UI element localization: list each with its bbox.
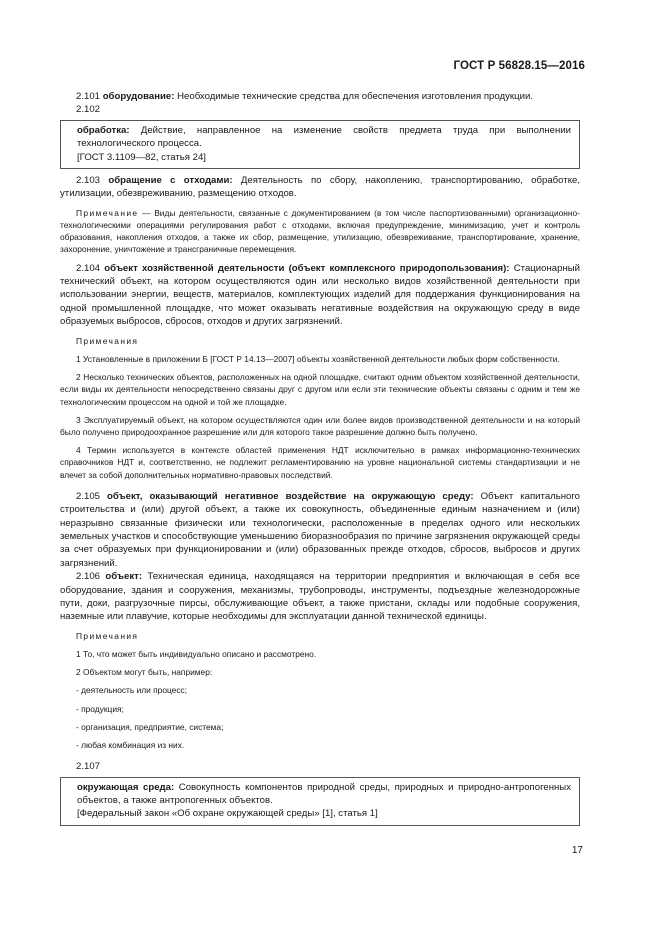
term-box-2-107 bbox=[60, 777, 580, 826]
term-title: объект: bbox=[105, 571, 143, 583]
term-number: 2.105 bbox=[76, 490, 101, 502]
term-note bbox=[60, 207, 580, 256]
term-number-2-102: 2.102 bbox=[76, 104, 101, 116]
note-item: 4 Термин используется в контексте областей применения НДТ исключительно в рамках информационно-технических справочников НДТ и, соответственно, не подлежит регламентированию на уровне национальной системы стандартизации и не влечет за собой дополнительных нормативно-правовых последствий. bbox=[60, 445, 580, 480]
term-source: [Федеральный закон «Об охране окружающей среды» [1], статья 1] bbox=[77, 808, 378, 820]
term-title: объект хозяйственной деятельности (объект комплексного природопользования): bbox=[104, 262, 510, 274]
term-box-2-102 bbox=[60, 120, 580, 169]
note-item: 1 То, что может быть индивидуально описано и рассмотрено. bbox=[76, 648, 317, 659]
term-definition: Объект капитального строительства и (или) другой объект, а также их совокупность, объединенные единым назначением и (или) неразрывно связанные физически или технологически, расположенные в пределах одного или нескольких земельных участков и способствующие уменьшению биоразнообразия по причине загрязнения окружающей среды за счет образуемых при функционировании и (или) образованных прежде отходов, сбросов, выбросов и других загрязнений. bbox=[60, 490, 581, 569]
term-2-101 bbox=[60, 90, 580, 103]
term-2-102 bbox=[77, 124, 571, 151]
note-label: Примечание bbox=[76, 207, 139, 218]
list-item: - продукция; bbox=[76, 703, 124, 714]
note-text: — Виды деятельности, связанные с документированием (в том числе паспортизованными) организационно-технологическими операциями регулирования работ с отходами, включая предупреждение, минимизацию, учет и контроль образования, накопления отходов, а также их сбор, размещение, утилизацию, обезвреживание, транспортирование, хранение, захоронение, уничтожение и трансграничные перемещения. bbox=[60, 207, 580, 255]
term-2-106 bbox=[60, 570, 580, 624]
list-item: - деятельность или процесс; bbox=[76, 685, 188, 696]
document-body bbox=[60, 90, 580, 831]
term-title: объект, оказывающий негативное воздействие на окружающую среду: bbox=[107, 490, 474, 502]
term-number: 2.101 bbox=[76, 91, 101, 102]
note-item: 2 Несколько технических объектов, расположенных на одной площадке, считают одним объектом хозяйственной деятельности, если виды их деятельности непосредственно связаны друг с другом или если эти технические объекты связаны с одним и тем же технологическим процессом на одной и той же площадке. bbox=[60, 372, 580, 407]
term-title: оборудование: bbox=[102, 91, 175, 102]
note-item: 2 Объектом могут быть, например: bbox=[76, 667, 213, 678]
list-item: - любая комбинация из них. bbox=[76, 740, 185, 750]
term-number: 2.106 bbox=[76, 571, 101, 583]
term-definition: Необходимые технические средства для обеспечения изготовления продукции. bbox=[174, 91, 533, 102]
page-number: 17 bbox=[571, 845, 583, 856]
term-title: обработка: bbox=[77, 124, 130, 136]
term-source: [ГОСТ 3.1109—82, статья 24] bbox=[77, 151, 206, 163]
term-2-104 bbox=[60, 262, 580, 329]
note-item: 3 Эксплуатируемый объект, на котором осуществляются один или более видов производственной деятельности и на который было получено природоохранное разрешение или для которого такое разрешение должно быть получено. bbox=[60, 414, 580, 437]
term-number: 2.104 bbox=[76, 262, 101, 274]
note-item: 1 Установленные в приложении Б [ГОСТ Р 14.13—2007] объекты хозяйственной деятельности любых форм собственности. bbox=[76, 353, 560, 364]
document-header: ГОСТ Р 56828.15—2016 bbox=[453, 60, 585, 72]
term-definition: Действие, направленное на изменение свойств предмета труда при выполнении технологического процесса. bbox=[77, 124, 571, 150]
list-item: - организация, предприятие, система; bbox=[76, 721, 224, 732]
term-definition: Техническая единица, находящаяся на территории предприятия и включающая в себя все оборудование, здания и сооружения, механизмы, трубопроводы, инструменты, подъездные железнодорожные пути, доки, разгрузочные пирсы, обслуживающие объект, а также пристани, склады или подобные сооружения, наземные или плавучие, которые необходимы для эксплуатации данной технической единицы. bbox=[60, 571, 580, 623]
notes-label: Примечания bbox=[76, 630, 139, 641]
term-title: окружающая среда: bbox=[77, 781, 175, 793]
term-definition: Стационарный технический объект, на котором осуществляются один или несколько видов хозяйственной деятельности при использовании энергии, веществ, материалов, комплектующих изделий для поддержания функционирования на одной промышленной площадке, что может оказывать негативные воздействия на окружающую среду в виде образуемых выбросов, сбросов, отходов и других загрязнений. bbox=[60, 262, 580, 328]
term-number: 2.103 bbox=[76, 175, 101, 187]
term-definition: Совокупность компонентов природной среды, природных и природно-антропогенных объектов, а также антропогенных объектов. bbox=[77, 781, 571, 807]
term-2-105 bbox=[60, 490, 580, 570]
term-2-103 bbox=[60, 174, 580, 201]
notes-label: Примечания bbox=[76, 335, 139, 346]
term-number-2-107: 2.107 bbox=[76, 761, 101, 773]
term-2-107 bbox=[77, 781, 571, 808]
term-definition: Деятельность по сбору, накоплению, транспортированию, обработке, утилизации, обезвреживанию, размещению отходов. bbox=[60, 175, 580, 200]
term-title: обращение с отходами: bbox=[108, 175, 233, 187]
